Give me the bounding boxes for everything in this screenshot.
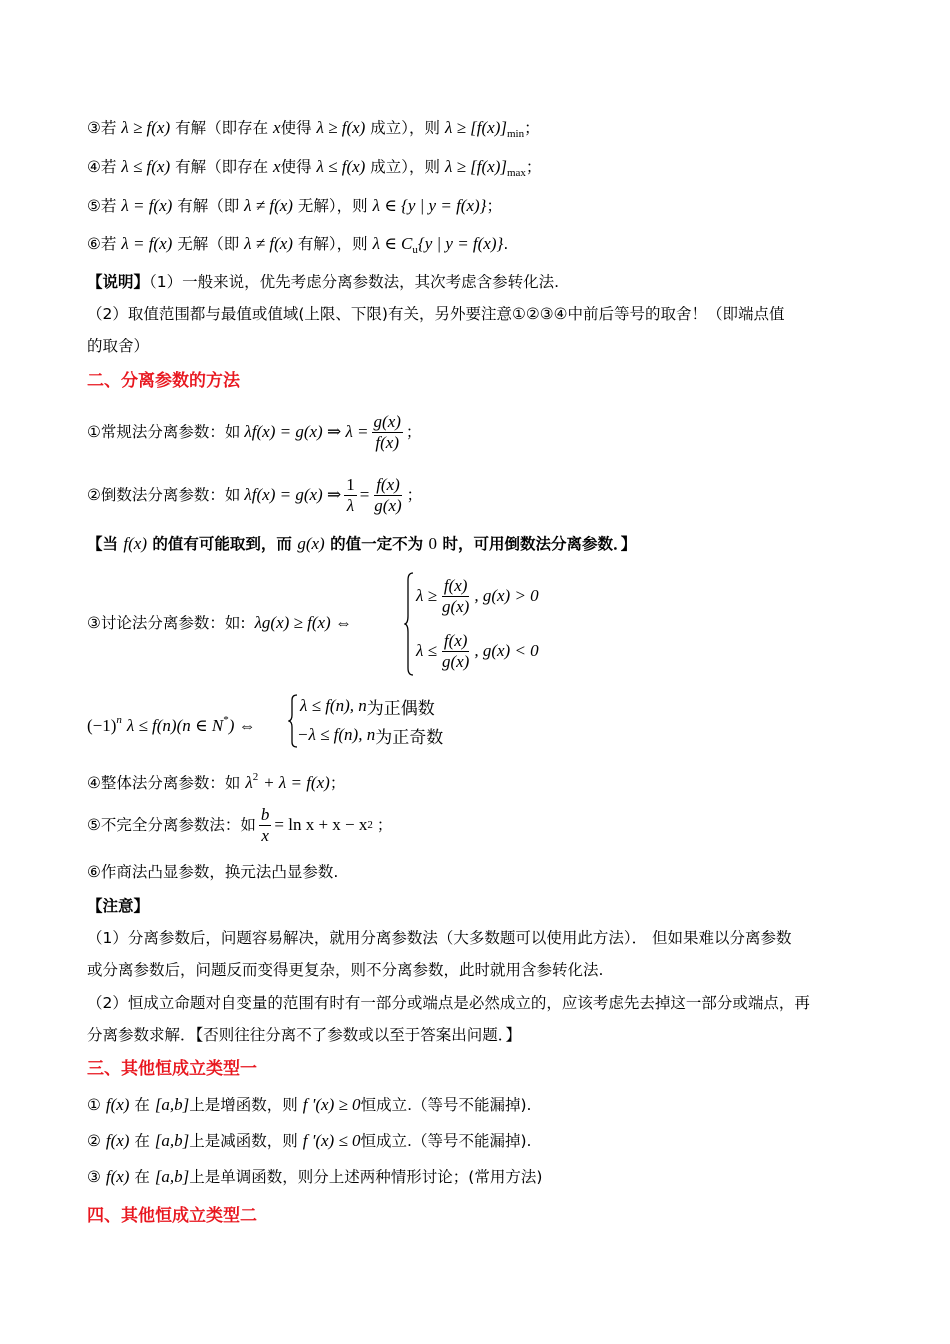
item-5 (87, 195, 502, 217)
note-2-line-4: 分离参数求解．【否则往往分离不了参数或以至于答案出问题．】 (87, 1026, 522, 1044)
method-1 (87, 408, 421, 456)
text: 的值有可能取到，而 (152, 535, 292, 553)
numerator: f(x) (443, 630, 468, 650)
superscript: 2 (367, 819, 373, 831)
text: 的值一定不为 (330, 535, 424, 553)
text: ①常规法分离参数：如 (87, 423, 241, 441)
text: 成立），则 (365, 119, 441, 137)
note-2-line-1: （1）分离参数后，问题容易解决，就用分离参数法（大多数题可以使用此方法）． 但如果难以分离参数 (87, 929, 792, 947)
math: λ ≥ f(x) (121, 118, 171, 137)
text: 有解），则 (292, 235, 368, 253)
text: ； (405, 423, 422, 441)
math: λ ≥ f(x) (316, 118, 366, 137)
math: λ ≤ f(x) (316, 157, 366, 176)
note-2-label: 【注意】 (87, 897, 150, 915)
section-2-heading: 二、分离参数的方法 (87, 371, 240, 391)
type-1-line-1 (87, 1094, 531, 1116)
math: λf(x) = g(x) ⇒ λ = (244, 422, 369, 441)
math: ) ⇔ (228, 716, 256, 735)
fraction (259, 805, 272, 846)
text: ； (406, 486, 423, 504)
math: [a,b] (154, 1131, 190, 1150)
text: 在 (129, 1168, 150, 1186)
text: ； (486, 197, 502, 215)
text: 恒成立.（等号不能漏掉). (360, 1096, 532, 1114)
math: λf(x) = g(x) ⇒ (244, 485, 342, 504)
math: (−1) (87, 716, 117, 735)
note-1-line-1 (87, 271, 559, 293)
text: 为正偶数 (366, 698, 435, 719)
note-label: 【说明】 (87, 273, 150, 291)
note-text: （1）一般来说，优先考虑分离参数法，其次考虑含参转化法. (149, 273, 560, 291)
text: 有解（即存在 (170, 158, 269, 176)
math: λ ≤ f(n), n (300, 696, 367, 715)
math: = ln x + x − x (274, 815, 368, 834)
text: 使得 (280, 119, 312, 137)
note-text: （2）取值范围都与最值或值域(上限、下限)有关，另外要注意①②③④中前后等号的取舍！（即端点值 (87, 305, 785, 323)
note-text: 的取舍） (87, 337, 150, 355)
text: ④整体法分离参数：如 (87, 774, 241, 792)
section-4-heading: 四、其他恒成立类型二 (87, 1206, 257, 1226)
circled-4: ④ (87, 158, 101, 176)
method-2 (87, 471, 422, 519)
superscript: n (116, 714, 122, 726)
math: = (359, 485, 370, 504)
math: x (273, 118, 281, 137)
math: f(x) (105, 1131, 130, 1150)
left-brace-icon (404, 572, 414, 676)
text: 为正奇数 (375, 727, 444, 748)
text: 有解（即 (172, 197, 240, 215)
method-6 (87, 861, 338, 883)
text: ③讨论法分离参数：如: (87, 614, 246, 632)
text: 在 (129, 1132, 155, 1150)
math: λ ≥ [f(x)] (444, 118, 507, 137)
text: 无解（即 (172, 235, 240, 253)
math: + λ = f(x) (263, 773, 330, 792)
parity-line (87, 709, 256, 737)
fraction (344, 475, 357, 516)
note-1-line-2 (87, 303, 785, 325)
subscript: min (506, 128, 525, 140)
method-5 (87, 801, 392, 849)
method-3-case-2 (416, 627, 539, 675)
text: 时，可用倒数法分离参数．】 (442, 535, 637, 553)
math: λ ∈ C (372, 234, 413, 253)
tip-line (87, 533, 636, 555)
method-3 (87, 612, 352, 634)
math: [a,b] (154, 1095, 190, 1114)
numerator: g(x) (373, 411, 401, 431)
fraction (440, 631, 471, 672)
text: ； (329, 774, 346, 792)
numerator: f(x) (443, 575, 468, 595)
circled-1: ① (87, 1096, 101, 1114)
math: 0 (428, 534, 438, 553)
item-6 (87, 233, 508, 261)
math: λ ≤ f(x) (121, 157, 171, 176)
circled-3: ③ (87, 1168, 101, 1186)
denominator: f(x) (375, 432, 400, 452)
section-3-heading: 三、其他恒成立类型一 (87, 1059, 257, 1079)
circled-2: ② (87, 1132, 101, 1150)
subscript: max (506, 167, 526, 179)
type-1-line-2 (87, 1130, 531, 1152)
math: λ ≥ [f(x)] (444, 157, 507, 176)
math: f(x) (105, 1095, 130, 1114)
math: λ ∈ {y | y = f(x)} (372, 196, 487, 215)
math: λ = f(x) (121, 196, 173, 215)
method-3-brace (404, 572, 414, 676)
text: ⑥作商法凸显参数，换元法凸显参数. (87, 863, 339, 881)
math: , g(x) > 0 (474, 586, 539, 605)
note-1-line-3 (87, 335, 149, 357)
text: ； (376, 816, 393, 834)
math: x (273, 157, 281, 176)
math: g(x) (297, 534, 325, 553)
item-3 (87, 117, 540, 145)
denominator: x (261, 825, 269, 845)
math: λ (245, 773, 253, 792)
fraction (372, 412, 403, 453)
text: 若 (100, 119, 117, 137)
fraction (440, 576, 471, 617)
text: 上是单调函数，则分上述两种情形讨论；(常用方法) (189, 1168, 543, 1186)
method-4 (87, 766, 345, 794)
note-2-line-3: （2）恒成立命题对自变量的范围有时有一部分或端点是必然成立的，应该考虑先去掉这一部分或端点，再 (87, 994, 810, 1012)
text: 上是减函数，则 (189, 1132, 298, 1150)
denominator: λ (346, 495, 355, 515)
math: f '(x) ≥ 0 (302, 1095, 361, 1114)
text: ； (524, 119, 540, 137)
text: 无解），则 (292, 197, 368, 215)
math: λ = f(x) (121, 234, 173, 253)
math: λ ≠ f(x) (244, 234, 293, 253)
denominator: g(x) (441, 651, 470, 671)
numerator: f(x) (376, 474, 400, 494)
superscript: * (223, 714, 229, 726)
math: [a,b] (154, 1167, 190, 1186)
text: 若 (100, 158, 117, 176)
parity-case-even (300, 694, 435, 718)
math: , g(x) < 0 (474, 641, 539, 660)
parity-case-odd (297, 723, 443, 747)
numerator: b (260, 804, 270, 824)
text: ②倒数法分离参数：如 (87, 486, 241, 504)
math: f '(x) ≤ 0 (302, 1131, 361, 1150)
math: λ ≥ (416, 586, 437, 605)
text: 在 (129, 1096, 150, 1114)
math: f(x) (105, 1167, 130, 1186)
method-3-case-1 (416, 572, 539, 620)
circled-3: ③ (87, 119, 101, 137)
denominator: g(x) (441, 596, 470, 616)
text: 上是增函数，则 (189, 1096, 298, 1114)
text: 成立），则 (365, 158, 441, 176)
superscript: 2 (252, 771, 259, 783)
denominator: g(x) (374, 495, 402, 515)
fraction (372, 475, 403, 516)
item-4 (87, 156, 541, 184)
text: ⑤不完全分离参数法：如 (87, 816, 256, 834)
math: λg(x) ≥ f(x) ⇔ (254, 613, 352, 632)
circled-6: ⑥ (87, 235, 101, 253)
math: λ ≤ (416, 641, 437, 660)
math: −λ ≤ f(n), n (297, 725, 376, 744)
text: . (503, 235, 509, 253)
circled-5: ⑤ (87, 197, 101, 215)
type-1-line-3 (87, 1166, 542, 1188)
text: 有解（即存在 (170, 119, 269, 137)
subscript: u (412, 244, 418, 256)
text: 使得 (280, 158, 312, 176)
math: f(x) (123, 534, 148, 553)
text: 恒成立.（等号不能漏掉). (360, 1132, 532, 1150)
text: 若 (100, 235, 117, 253)
math: {y | y = f(x)} (417, 234, 504, 253)
math: λ ≠ f(x) (244, 196, 293, 215)
text: 【当 (87, 535, 119, 553)
math: λ ≤ f(n)(n ∈ N (126, 716, 224, 735)
text: 若 (100, 197, 117, 215)
text: ； (525, 158, 542, 176)
numerator: 1 (346, 474, 355, 494)
note-2-line-2: 或分离参数后，问题反而变得更复杂，则不分离参数，此时就用含参转化法. (87, 961, 604, 979)
